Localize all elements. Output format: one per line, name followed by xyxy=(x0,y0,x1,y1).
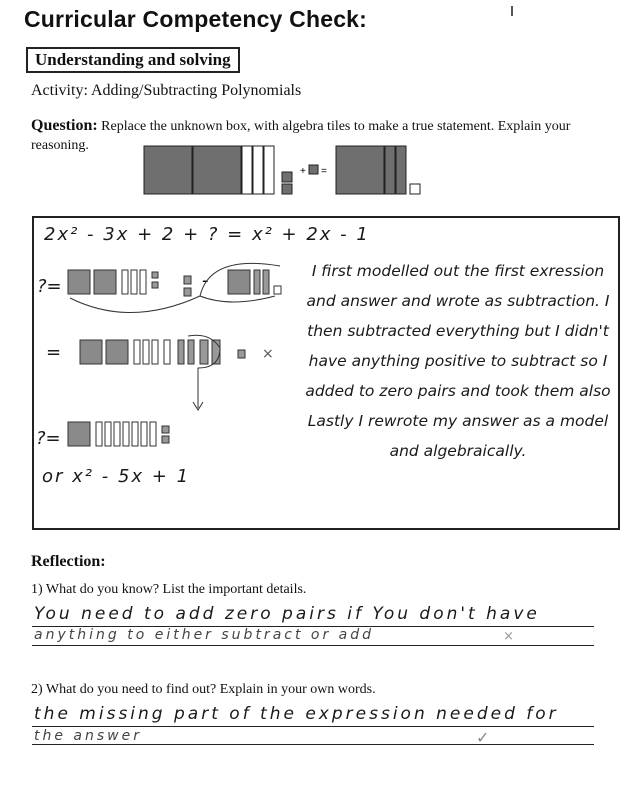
page-title: Curricular Competency Check: xyxy=(24,6,368,32)
negative-x-tile xyxy=(242,146,252,194)
tile-unit xyxy=(238,350,245,358)
negative-x-tile xyxy=(264,146,274,194)
reflection-heading: Reflection: xyxy=(31,553,106,570)
tile-rect xyxy=(96,422,102,446)
unknown-box xyxy=(309,165,318,174)
tile-rect xyxy=(200,340,208,364)
tile-rect xyxy=(123,422,129,446)
reflection-question-2: 2) What do you need to find out? Explain in your own words. xyxy=(31,682,376,697)
question-text: Replace the unknown box, with algebra tiles to make a true statement. Explain your reasoning. xyxy=(31,119,571,153)
pen-loop xyxy=(200,296,275,302)
answer-rule xyxy=(32,645,594,646)
unit-tile xyxy=(282,172,292,182)
tile-rect xyxy=(152,340,158,364)
row1-tiles xyxy=(60,258,310,318)
answer-2-line-2: the answer xyxy=(34,728,142,744)
tile-square xyxy=(94,270,116,294)
tile-square xyxy=(68,270,90,294)
tile-square xyxy=(80,340,102,364)
unit-tile xyxy=(282,184,292,194)
activity-label: Activity: Adding/Subtracting Polynomials xyxy=(31,82,302,99)
tile-rect xyxy=(114,422,120,446)
tile-rect xyxy=(134,340,140,364)
tile-rect xyxy=(141,422,147,446)
tile-unit xyxy=(274,286,281,294)
answer-rule xyxy=(32,726,594,727)
tile-rect xyxy=(164,340,170,364)
negative-unit-tile xyxy=(410,184,420,194)
x-squared-tile xyxy=(144,146,192,194)
tile-rect xyxy=(254,270,260,294)
answer-1-mark: × xyxy=(503,629,514,644)
tile-rect xyxy=(150,422,156,446)
row3-tiles xyxy=(60,416,220,456)
algebra-tiles-figure xyxy=(140,142,440,198)
x-tile xyxy=(396,146,406,194)
tile-rect xyxy=(131,270,137,294)
tile-unit xyxy=(162,436,169,443)
x-squared-tile xyxy=(336,146,384,194)
reflection-question-1: 1) What do you know? List the important details. xyxy=(31,582,307,597)
tile-square xyxy=(68,422,90,446)
row2-tiles xyxy=(70,328,300,418)
tile-unit xyxy=(162,426,169,433)
row1-label: ?= xyxy=(37,276,62,297)
x-tile xyxy=(385,146,395,194)
answer-1-line-1: You need to add zero pairs if You don't have xyxy=(34,604,540,624)
tile-unit xyxy=(152,272,158,278)
tile-unit xyxy=(184,276,191,284)
check-mark-icon: ✓ xyxy=(476,728,490,747)
answer-1-line-2: anything to either subtract or add xyxy=(34,627,375,643)
answer-2-line-1: the missing part of the expression needed for xyxy=(34,704,559,724)
tile-rect xyxy=(132,422,138,446)
negative-x-tile xyxy=(253,146,263,194)
explanation-text: I first modelled out the first exression and answer and wrote as subtraction. I then subtracted everything but I didn't have anything positive to subtract so I added to zero pairs and took them also Lastly I rewrote my answer as a model and algebraically. xyxy=(305,262,611,460)
tile-rect xyxy=(122,270,128,294)
question-label: Question: xyxy=(31,117,98,134)
final-answer: or x² - 5x + 1 xyxy=(42,466,191,487)
tile-rect xyxy=(263,270,269,294)
row2-x: × xyxy=(262,346,274,362)
x-squared-tile xyxy=(193,146,241,194)
tile-square xyxy=(106,340,128,364)
stray-pen-mark xyxy=(511,6,513,16)
tile-unit xyxy=(152,282,158,288)
plus-sign: + xyxy=(300,166,306,177)
left-tiles xyxy=(144,146,292,194)
tile-rect xyxy=(143,340,149,364)
answer-rule xyxy=(32,744,594,745)
tile-rect xyxy=(188,340,194,364)
tile-unit xyxy=(184,288,191,296)
right-tiles xyxy=(336,146,420,194)
tile-rect xyxy=(140,270,146,294)
row3-label: ?= xyxy=(36,428,61,449)
row1-minus: - xyxy=(202,270,209,291)
tile-square xyxy=(228,270,250,294)
equals-sign: = xyxy=(321,166,327,177)
row2-label: = xyxy=(46,342,62,363)
tile-rect xyxy=(105,422,111,446)
equation: 2x² - 3x + 2 + ? = x² + 2x - 1 xyxy=(44,224,370,245)
competency-label: Understanding and solving xyxy=(26,47,240,73)
tile-rect xyxy=(178,340,184,364)
